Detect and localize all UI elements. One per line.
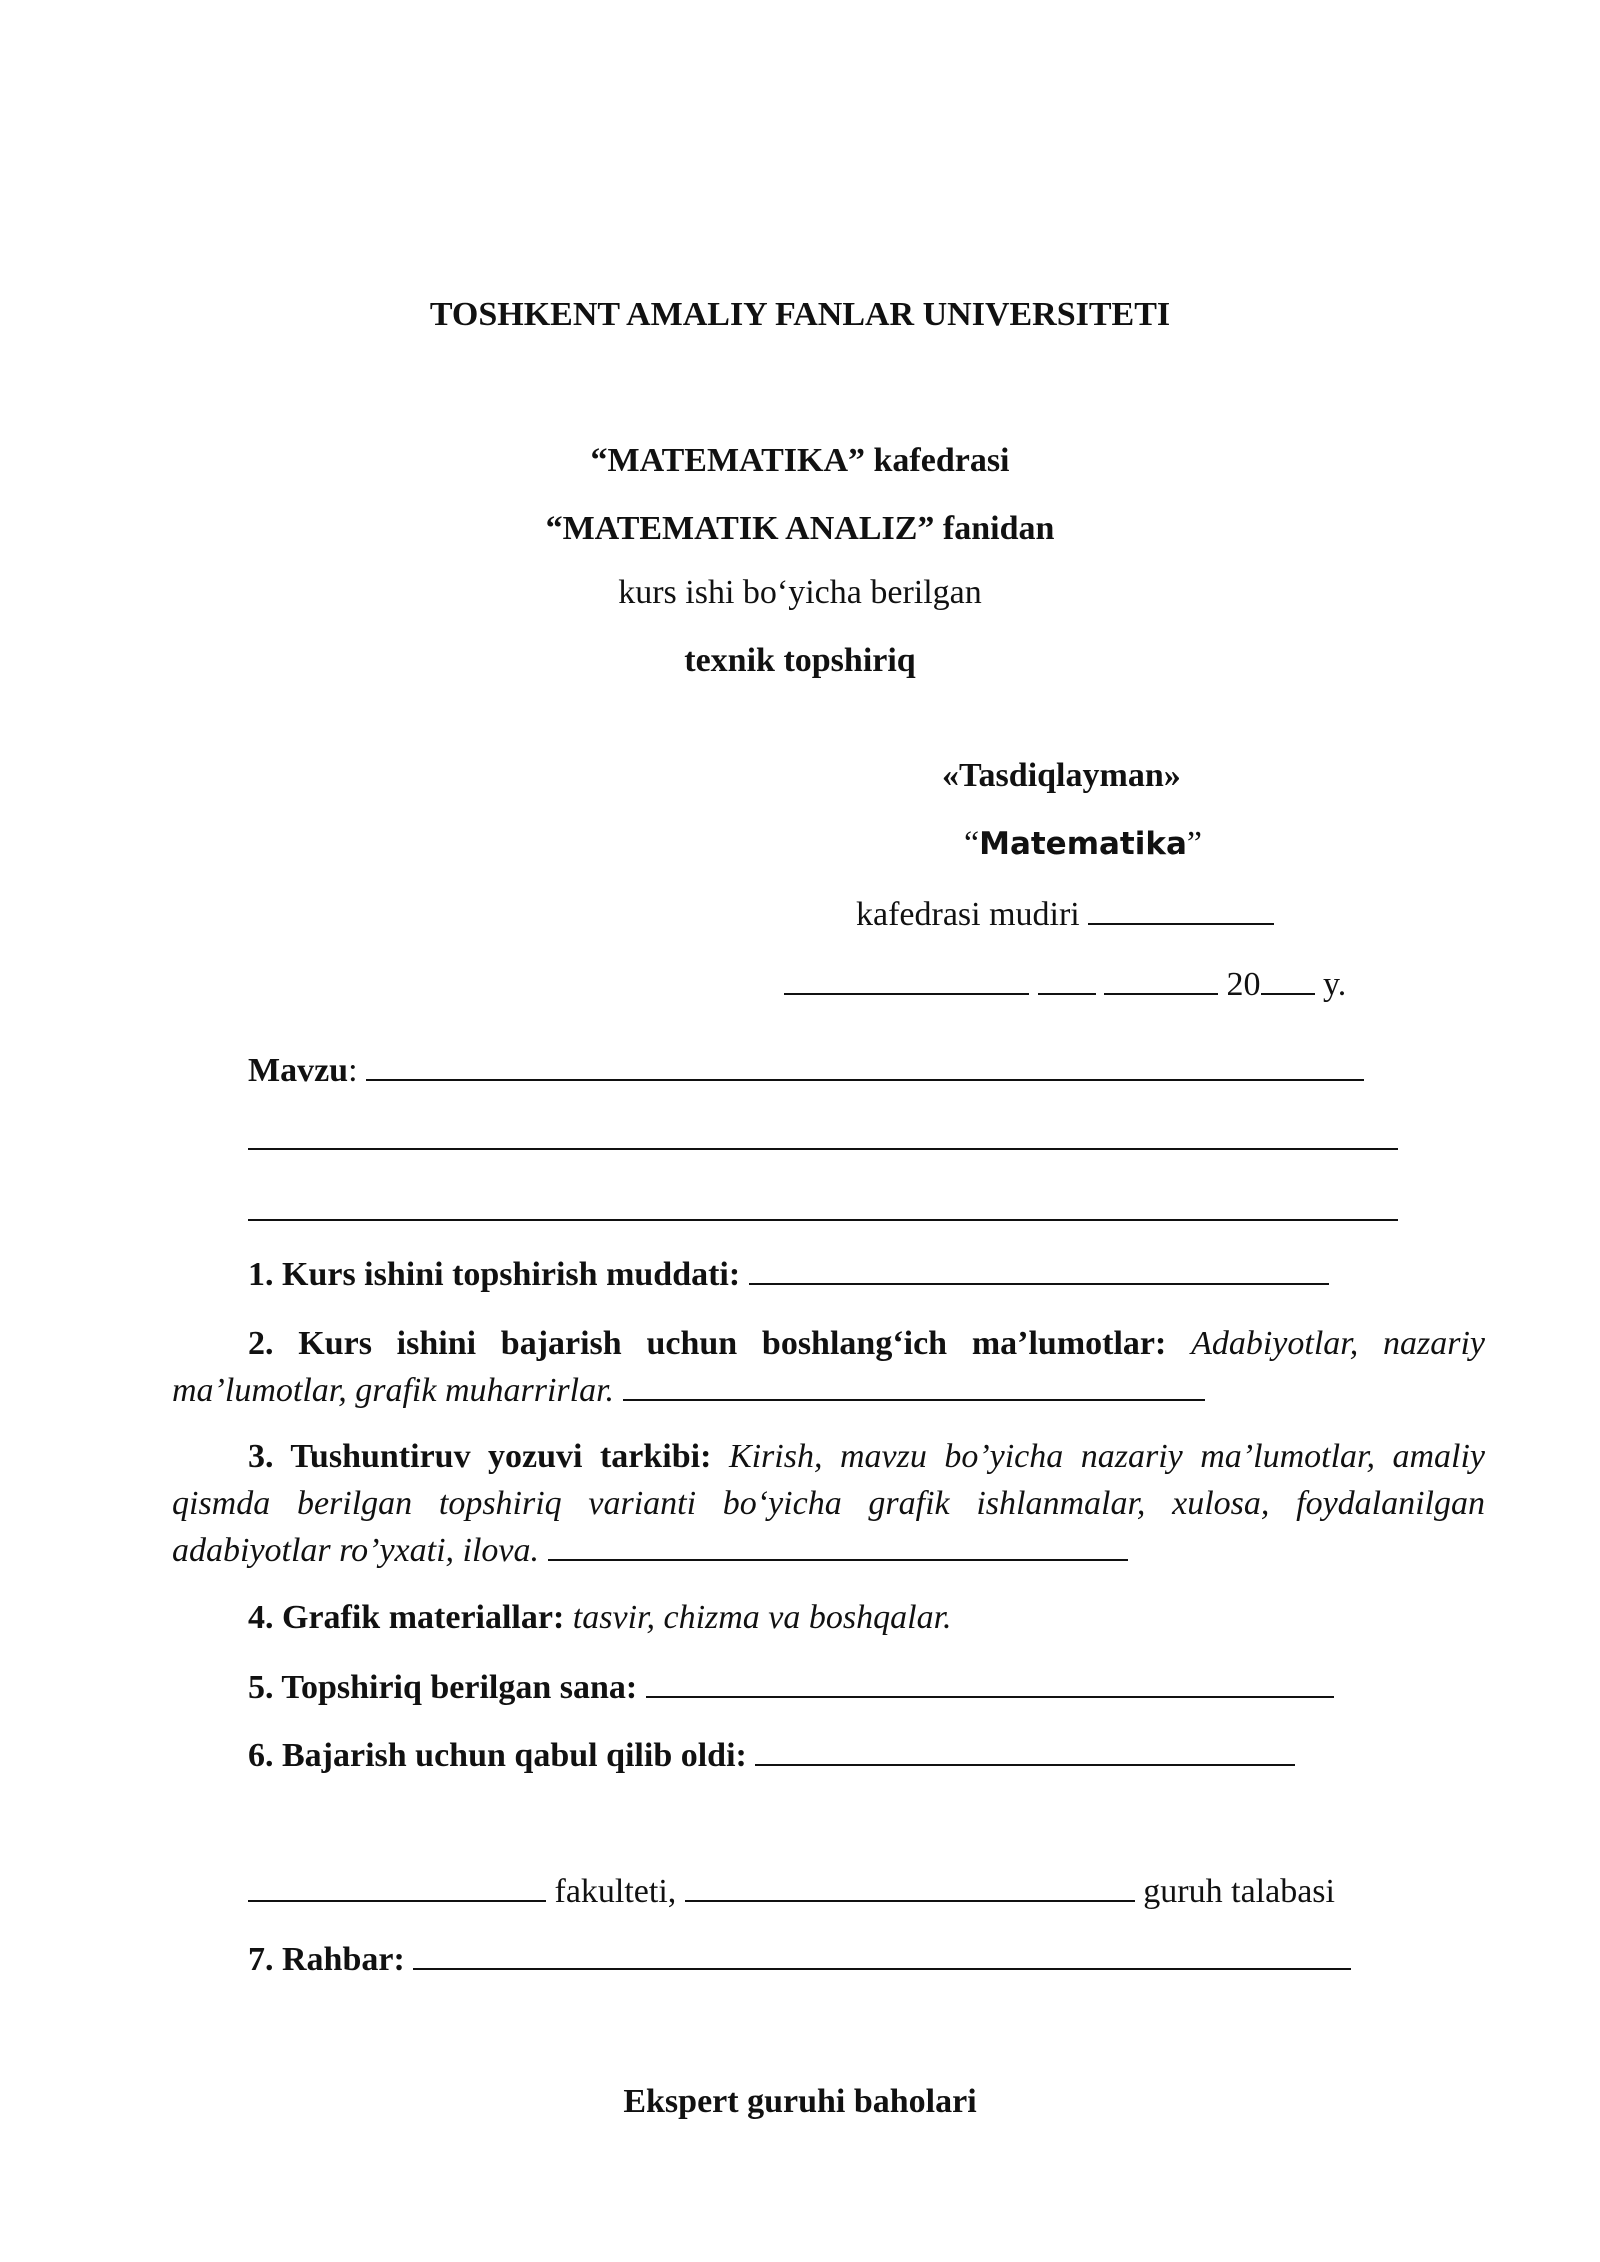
item-2-label: 2. Kurs ishini bajarish uchun boshlang‘ich ma’lumotlar: <box>248 1325 1167 1362</box>
item-4-text: tasvir, chizma va boshqalar. <box>572 1599 952 1636</box>
topic-colon: : <box>348 1052 358 1089</box>
item-1-label: 1. Kurs ishini topshirish muddati: <box>248 1256 741 1293</box>
item-5 <box>248 1666 1334 1708</box>
group-blank[interactable] <box>685 1870 1135 1902</box>
course-work-line: kurs ishi bo‘yicha berilgan <box>618 574 982 611</box>
year-suffix: y. <box>1323 966 1347 1003</box>
year-prefix: 20 <box>1226 966 1261 1003</box>
university-name: TOSHKENT AMALIY FANLAR UNIVERSITETI <box>429 296 1171 333</box>
item-7-label: 7. Rahbar: <box>248 1941 405 1978</box>
item-6-blank[interactable] <box>755 1734 1295 1766</box>
student-line <box>248 1870 1335 1912</box>
topic-blank-1[interactable] <box>366 1049 1364 1081</box>
item-7-blank[interactable] <box>413 1938 1351 1970</box>
subject-name: “MATEMATIK ANALIZ” fanidan <box>545 510 1055 547</box>
doc-title: texnik topshiriq <box>684 642 916 679</box>
item-3-blank[interactable] <box>548 1529 1128 1561</box>
item-2 <box>172 1320 1485 1414</box>
head-signature-line <box>856 893 1274 935</box>
item-4 <box>248 1598 952 1638</box>
department-name: “MATEMATIKA” kafedrasi <box>590 442 1010 479</box>
faculty-label: fakulteti, <box>554 1873 677 1910</box>
item-1 <box>248 1253 1329 1295</box>
approval-date-line <box>784 963 1346 1005</box>
item-2-text: Adabiyotlar, nazariy ma’lumotlar, grafik muharrirlar. <box>172 1325 1485 1409</box>
item-3-text: Kirish, mavzu bo’yicha nazariy ma’lumotlar, amaliy qismda berilgan topshiriq varianti bo‘yicha grafik ishlanmalar, xulosa, foydalanilgan adabiyotlar ro’yxati, ilova. <box>172 1438 1485 1569</box>
topic-line <box>248 1049 1364 1091</box>
item-7 <box>248 1938 1351 1980</box>
dept-approval-name: “Matematika” <box>964 825 1202 862</box>
item-3-label: 3. Tushuntiruv yozuvi tarkibi: <box>248 1438 712 1475</box>
head-signature-blank[interactable] <box>1088 893 1274 925</box>
topic-blank-3[interactable] <box>248 1219 1398 1221</box>
expert-title: Ekspert guruhi baholari <box>623 2083 977 2120</box>
head-label: kafedrasi mudiri <box>856 896 1080 933</box>
date-day-blank[interactable] <box>1038 963 1096 995</box>
date-month-blank[interactable] <box>1104 963 1218 995</box>
group-label: guruh talabasi <box>1143 1873 1335 1910</box>
item-2-blank[interactable] <box>623 1369 1205 1401</box>
item-3 <box>172 1433 1485 1574</box>
item-6-label: 6. Bajarish uchun qabul qilib oldi: <box>248 1737 747 1774</box>
year-blank[interactable] <box>1261 963 1315 995</box>
item-5-blank[interactable] <box>646 1666 1334 1698</box>
item-5-label: 5. Topshiriq berilgan sana: <box>248 1669 638 1706</box>
item-1-blank[interactable] <box>749 1253 1329 1285</box>
topic-label: Mavzu <box>248 1052 349 1089</box>
topic-blank-2[interactable] <box>248 1148 1398 1150</box>
approve-label: «Tasdiqlayman» <box>942 757 1181 794</box>
item-4-label: 4. Grafik materiallar: <box>248 1599 565 1636</box>
date-day-month-blank[interactable] <box>784 963 1029 995</box>
faculty-blank[interactable] <box>248 1870 546 1902</box>
item-6 <box>248 1734 1295 1776</box>
